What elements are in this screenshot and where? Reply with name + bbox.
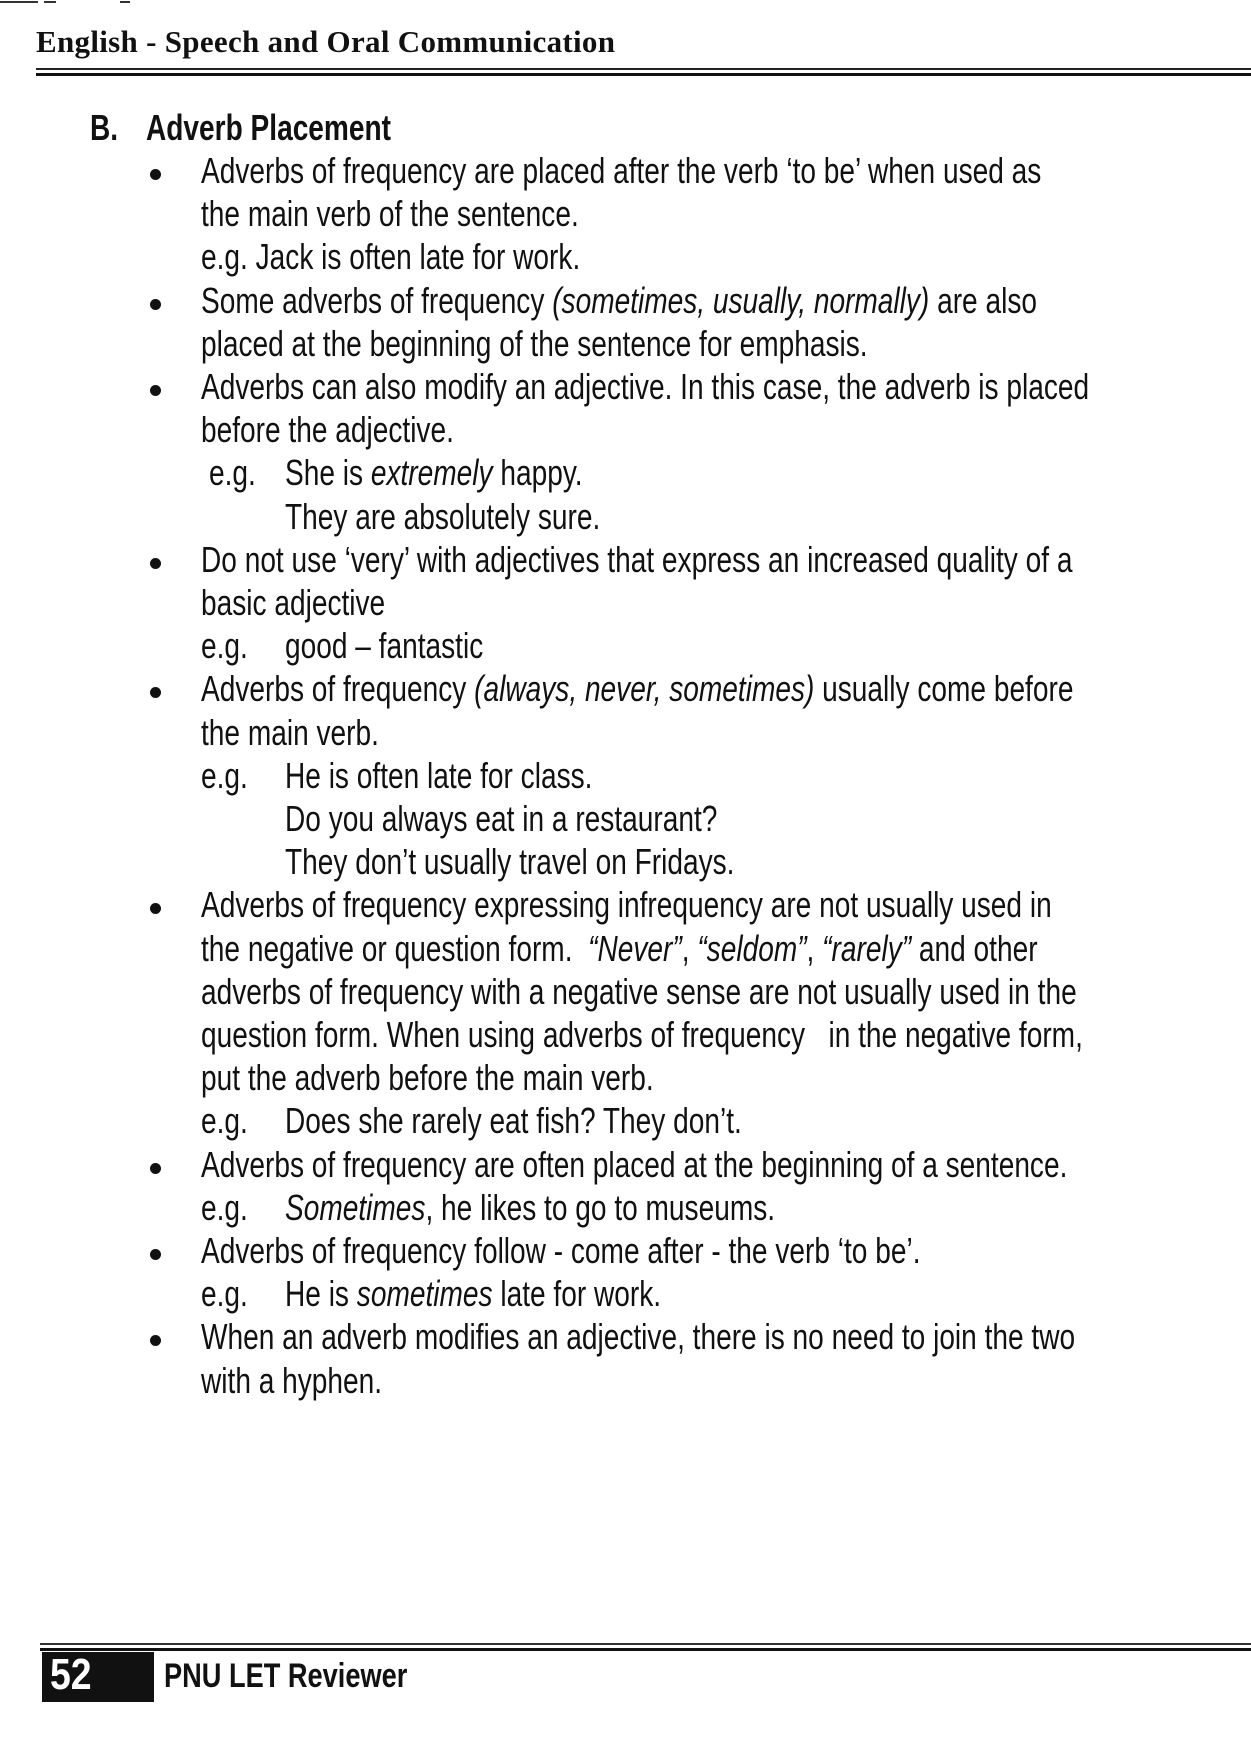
continuation-text <box>201 322 868 366</box>
text-run: Adverbs can also modify an adjective. In this case, the adverb is placed <box>201 366 1090 407</box>
footer-rule-thick <box>40 1648 1251 1651</box>
bullet-icon <box>150 169 161 180</box>
text-run: placed at the beginning of the sentence for emphasis. <box>201 322 868 364</box>
text-run: and other <box>911 927 1038 969</box>
text-run: adverbs of frequency with a negative sense are not usually used in the <box>201 970 1077 1012</box>
continuation-text <box>201 927 1038 971</box>
text-run: Does she rarely eat fish? They don’t. <box>285 1100 742 1142</box>
bullet-icon <box>150 1163 161 1174</box>
bullet-icon <box>150 1335 161 1346</box>
section-letter: B. <box>90 107 119 148</box>
text-run: When an adverb modifies an adjective, there is no need to join the two <box>201 1316 1076 1358</box>
continuation-text <box>201 1359 382 1403</box>
text-run: They don’t usually travel on Fridays. <box>285 841 735 883</box>
text-run: He is often late for class. <box>285 754 593 796</box>
text-run: , <box>806 927 823 969</box>
bullet-point-text <box>201 538 1072 582</box>
example-text <box>285 451 583 495</box>
example-text <box>285 754 592 798</box>
italic-text: “seldom” <box>697 927 807 969</box>
continuation-text <box>201 970 1077 1014</box>
bullet-icon <box>150 558 161 569</box>
example-label: e.g. <box>201 1186 248 1228</box>
italic-text: (sometimes, usually, normally) <box>552 279 930 321</box>
italic-text: (always, never, sometimes) <box>474 668 815 710</box>
continuation-text <box>201 408 454 452</box>
text-run: Some adverbs of frequency <box>201 279 553 321</box>
text-run: with a hyphen. <box>201 1359 383 1401</box>
example-label: e.g. <box>201 754 248 796</box>
bullet-icon <box>150 903 161 914</box>
italic-text: “rarely” <box>822 927 912 969</box>
text-run: , <box>681 927 698 969</box>
header-rule-thick <box>36 73 1251 76</box>
continuation-text <box>201 711 379 755</box>
text-run: Adverbs of frequency are placed after the verb ‘to be’ when used as <box>201 150 1042 191</box>
text-run: Adverbs of frequency expressing infrequency are not usually used in <box>201 884 1052 926</box>
example-text <box>285 495 600 539</box>
bullet-point-text <box>201 149 1041 193</box>
bullet-point-text <box>201 365 1089 409</box>
text-run: They are absolutely sure. <box>285 495 601 537</box>
text-run: e.g. Jack is often late for work. <box>201 236 581 278</box>
text-run: the main verb. <box>201 711 379 753</box>
text-run: , he likes to go to museums. <box>425 1186 776 1228</box>
text-run: Adverbs of frequency <box>201 668 475 710</box>
text-run: put the adverb before the main verb. <box>201 1057 654 1099</box>
bullet-icon <box>150 687 161 698</box>
text-run: the negative or question form. <box>201 927 589 969</box>
continuation-text <box>201 581 385 625</box>
italic-text: extremely <box>370 452 493 494</box>
example-text <box>285 797 717 841</box>
text-run: Adverbs of frequency are often placed at the beginning of a sentence. <box>201 1143 1068 1185</box>
scan-artifact <box>0 0 80 6</box>
text-run: question form. When using adverbs of frequency in the negative form, <box>201 1014 1083 1055</box>
text-run: Do you always eat in a restaurant? <box>285 798 718 839</box>
italic-text: “Never” <box>588 927 682 969</box>
page-number: 52 <box>50 1650 92 1699</box>
example-label: e.g. <box>209 452 256 494</box>
section-title: Adverb Placement <box>146 107 392 148</box>
italic-text: sometimes <box>356 1273 493 1315</box>
bullet-icon <box>150 385 161 396</box>
example-label: e.g. <box>201 1100 248 1142</box>
example-label: e.g. <box>201 625 248 667</box>
text-run: late for work. <box>492 1273 662 1315</box>
footer-book-title: PNU LET Reviewer <box>164 1657 408 1695</box>
text-run: basic adjective <box>201 582 386 623</box>
bullet-point-text <box>201 1315 1075 1359</box>
running-header-title: English - Speech and Oral Communication <box>36 24 616 59</box>
continuation-text <box>201 1013 1083 1057</box>
example-text <box>285 624 483 668</box>
text-run: He is <box>285 1273 357 1315</box>
bullet-point-text <box>201 667 1073 711</box>
example-label: e.g. <box>201 1273 248 1315</box>
text-run: usually come before <box>814 668 1074 710</box>
example-text <box>285 1186 775 1230</box>
example-text <box>285 1272 661 1316</box>
text-run: good – fantastic <box>285 625 484 667</box>
bullet-point-text <box>201 883 1052 927</box>
text-run: are also <box>929 279 1037 321</box>
text-run: the main verb of the sentence. <box>201 193 579 235</box>
italic-text: Sometimes <box>285 1186 426 1228</box>
footer-rule-thin <box>40 1643 1251 1645</box>
text-run: She is <box>285 452 371 494</box>
bullet-point-text <box>201 279 1037 323</box>
bullet-icon <box>150 299 161 310</box>
bullet-icon <box>150 1249 161 1260</box>
continuation-text <box>201 1056 654 1100</box>
continuation-text <box>201 235 580 279</box>
text-run: before the adjective. <box>201 409 454 451</box>
text-run: Do not use ‘very’ with adjectives that express an increased quality of a <box>201 538 1073 580</box>
example-text <box>285 1099 742 1143</box>
continuation-text <box>201 192 579 236</box>
bullet-point-text <box>201 1143 1067 1187</box>
example-text <box>285 840 734 884</box>
bullet-point-text <box>201 1229 921 1273</box>
header-rule-thin <box>36 68 1251 70</box>
text-run: Adverbs of frequency follow - come after - the verb ‘to be’. <box>201 1230 921 1271</box>
text-run: happy. <box>492 452 583 494</box>
